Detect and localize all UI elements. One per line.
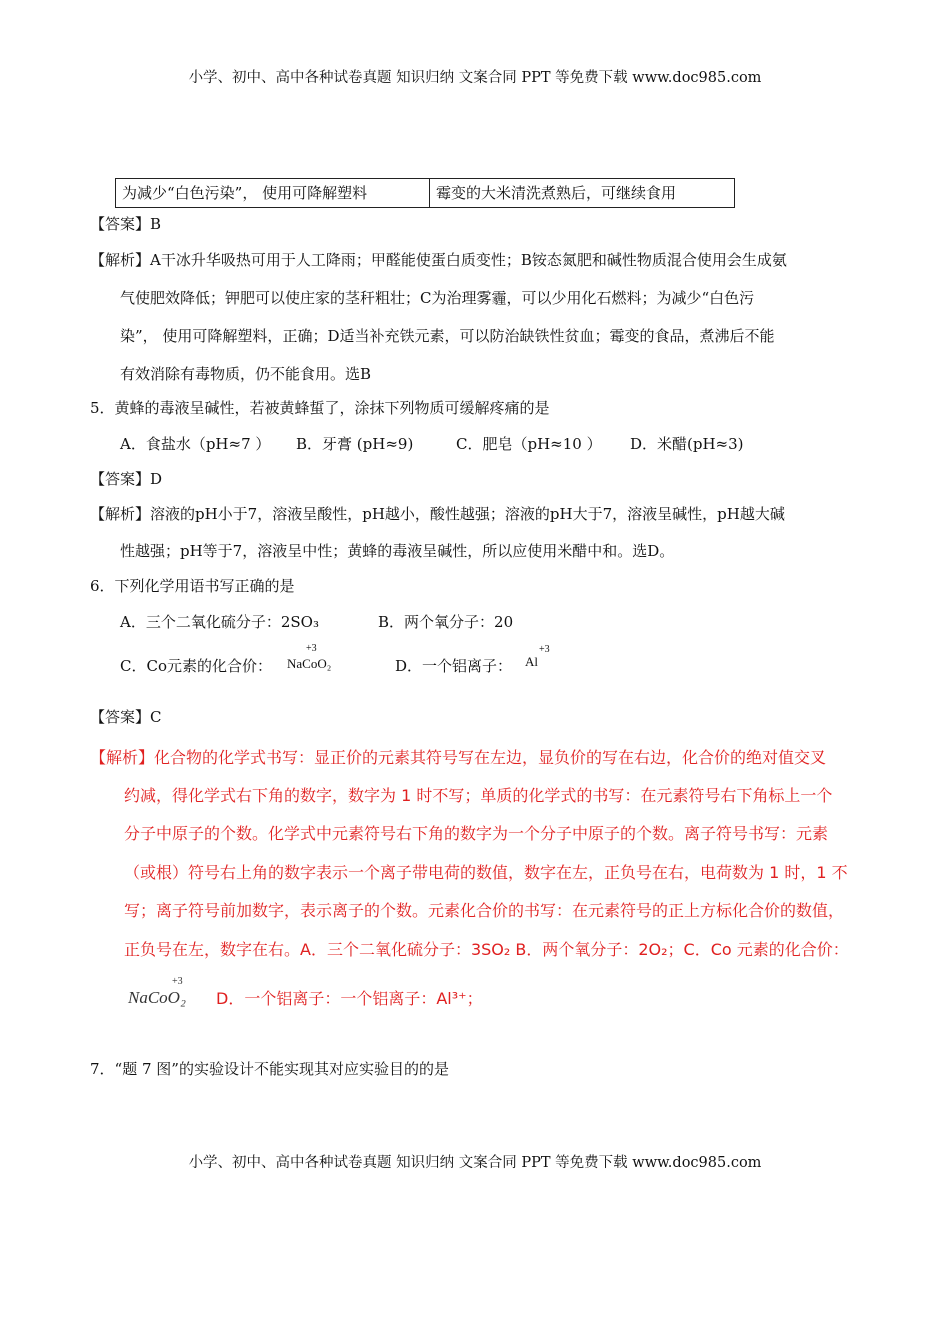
q5-stem: 5．黄蜂的毒液呈碱性，若被黄蜂蜇了，涂抹下列物质可缓解疼痛的是: [90, 399, 550, 417]
page-footer: 小学、初中、高中各种试卷真题 知识归纳 文案合同 PPT 等免费下载 www.doc985.com: [188, 1155, 762, 1171]
q6-option-b: B．两个氧分子：20: [378, 613, 514, 631]
q6-final-formula: NaCoO₂: [128, 988, 186, 1007]
q6-stem: 6．下列化学用语书写正确的是: [90, 577, 295, 595]
q4-analysis-line-1: 【解析】A干冰升华吸热可用于人工降雨；甲醛能使蛋白质变性；B铵态氮肥和碱性物质混合使用会生成氨: [90, 251, 787, 269]
table-cell-left: 为减少“白色污染”， 使用可降解塑料: [116, 179, 430, 207]
q5-option-d: D．米醋(pH≈3): [630, 435, 744, 453]
page-header: 小学、初中、高中各种试卷真题 知识归纳 文案合同 PPT 等免费下载 www.doc985.com: [188, 70, 762, 86]
q5-answer: 【答案】D: [90, 470, 163, 488]
q6-option-c-label: C．Co元素的化合价：: [120, 657, 272, 675]
q6-analysis-line-1: 【解析】化合物的化学式书写：显正价的元素其符号写在左边，显负价的写在右边，化合价的绝对值交叉: [90, 748, 827, 767]
q6-answer: 【答案】C: [90, 708, 162, 726]
q4-analysis-line-4: 有效消除有毒物质，仍不能食用。选B: [120, 365, 372, 383]
q6-final-valence: +3: [172, 976, 183, 987]
q6-analysis-line-6: 正负号在左，数字在右。A．三个二氧化硫分子：3SO₂ B．两个氧分子：2O₂；C．Co 元素的化合价：: [124, 940, 849, 959]
table-cell-right: 霉变的大米清洗煮熟后，可继续食用: [436, 184, 677, 202]
q6-analysis-line-2: 约减，得化学式右下角的数字，数字为 1 时不写；单质的化学式的书写：在元素符号右下角标上一个: [124, 786, 833, 805]
q6-analysis-line-5: 写；离子符号前加数字，表示离子的个数。元素化合价的书写：在元素符号的正上方标化合价的数值，: [124, 901, 845, 920]
q5-option-b: B．牙膏 (pH≈9): [296, 435, 414, 453]
q4-analysis-line-2: 气使肥效降低；钾肥可以使庄家的茎秆粗壮；C为治理雾霾，可以少用化石燃料；为减少“白色污: [120, 289, 755, 307]
q5-option-a: A．食盐水（pH≈7 ）: [120, 435, 271, 453]
q6-analysis-line-4: （或根）符号右上角的数字表示一个离子带电荷的数值，数字在左，正负号在右，电荷数为 1 时，1 不: [124, 863, 848, 882]
q6-option-d-charge: +3: [539, 644, 550, 655]
q5-analysis-line-1: 【解析】溶液的pH小于7，溶液呈酸性，pH越小，酸性越强；溶液的pH大于7，溶液呈碱性，pH越大碱: [90, 505, 785, 523]
q6-final-formula-image: [128, 974, 208, 1010]
q6-option-c-formula-image: [287, 644, 347, 676]
q4-analysis-line-3: 染”， 使用可降解塑料，正确；D适当补充铁元素，可以防治缺铁性贫血；霉变的食品，煮沸后不能: [120, 327, 775, 345]
q6-option-c-formula: NaCoO₂: [287, 656, 332, 671]
q6-option-d-label: D．一个铝离子：: [395, 657, 513, 675]
options-table-row: [115, 178, 735, 208]
q6-analysis-line-3: 分子中原子的个数。化学式中元素符号右下角的数字为一个分子中原子的个数。离子符号书写：元素: [124, 824, 829, 843]
q5-option-c: C．肥皂（pH≈10 ）: [456, 435, 602, 453]
q7-stem: 7．“题 7 图”的实验设计不能实现其对应实验目的的是: [90, 1060, 449, 1078]
q4-answer: 【答案】B: [90, 215, 162, 233]
q6-option-d-formula-image: [525, 644, 555, 674]
q6-option-c-valence: +3: [306, 643, 317, 654]
q6-option-a: A．三个二氧化硫分子：2SO₃: [120, 613, 319, 631]
q5-analysis-line-2: 性越强；pH等于7，溶液呈中性；黄蜂的毒液呈碱性，所以应使用米醋中和。选D。: [120, 542, 675, 560]
q6-option-d-formula: Al: [525, 654, 538, 669]
q6-final-d: D．一个铝离子：一个铝离子：Al³⁺；: [216, 989, 483, 1008]
